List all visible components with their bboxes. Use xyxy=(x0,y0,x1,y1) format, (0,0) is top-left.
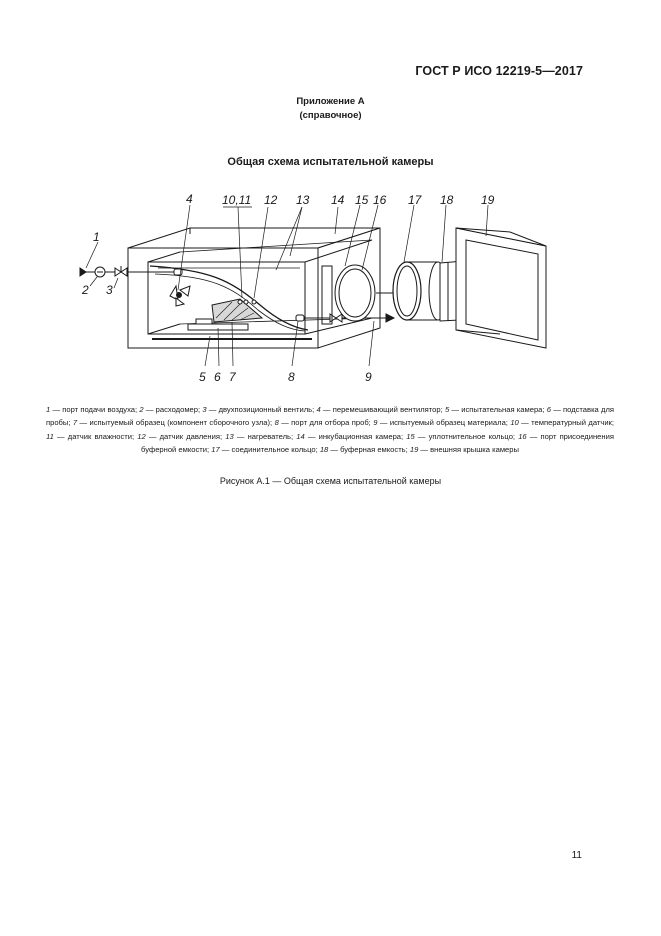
callout-4: 4 xyxy=(186,192,193,206)
legend-number: 10 xyxy=(510,418,519,428)
legend-number: 7 xyxy=(72,418,78,428)
callout-8: 8 xyxy=(288,370,295,384)
callout-5: 5 xyxy=(199,370,206,384)
legend-number: 6 xyxy=(546,405,551,414)
callout-14: 14 xyxy=(331,193,345,207)
legend-text: — перемешивающий вентилятор; xyxy=(320,405,445,414)
legend-entry xyxy=(225,432,296,441)
callout-9: 9 xyxy=(365,370,372,384)
legend-entry xyxy=(406,432,518,441)
legend-entry xyxy=(510,418,614,427)
legend-text: — датчик давления; xyxy=(145,431,226,441)
legend-text: — порт для отбора проб; xyxy=(278,418,374,428)
legend-entry xyxy=(275,418,374,427)
legend-number: 5 xyxy=(444,405,450,414)
legend-text: — датчик влажности; xyxy=(53,431,138,441)
legend-text: — температурный датчик; xyxy=(518,418,614,428)
callout-16: 16 xyxy=(373,193,387,207)
legend-number: 8 xyxy=(274,418,279,428)
legend-number: 17 xyxy=(211,445,220,455)
legend-entry xyxy=(445,405,547,414)
legend-number: 11 xyxy=(46,431,54,441)
legend-text: — испытуемый образец материала; xyxy=(377,418,511,428)
callout-7: 7 xyxy=(229,370,236,384)
legend-number: 2 xyxy=(139,405,144,414)
legend-entry xyxy=(296,432,406,441)
legend-text: — инкубационная камера; xyxy=(304,431,407,441)
callout-17: 17 xyxy=(408,193,422,207)
appendix-subtitle: (справочное) xyxy=(299,110,362,121)
legend-number: 13 xyxy=(225,431,234,441)
legend-entry xyxy=(137,432,225,441)
legend-text: — подставка для пробы; xyxy=(46,405,614,428)
legend-text: — испытательная камера; xyxy=(449,405,547,414)
test-chamber-diagram xyxy=(0,180,661,395)
legend-text: — порт присоединения буферной емкости; xyxy=(141,431,614,455)
legend-text: — внешняя крышка камеры xyxy=(418,445,519,455)
legend-entry xyxy=(202,405,316,414)
appendix-title: Приложение А xyxy=(296,96,365,107)
legend-text: — соединительное кольцо; xyxy=(219,445,320,455)
legend-text: — уплотнительное кольцо; xyxy=(414,431,519,441)
sensors xyxy=(238,300,256,304)
legend-entry xyxy=(316,405,444,414)
legend-number: 18 xyxy=(319,445,329,455)
callout-10-11: 10,11 xyxy=(222,193,252,207)
figure-heading: Общая схема испытательной камеры xyxy=(227,156,434,168)
legend-entry xyxy=(410,445,519,454)
legend-number: 14 xyxy=(296,431,305,441)
figure-caption: Рисунок А.1 — Общая схема испытательной камеры xyxy=(219,476,442,486)
legend-entry xyxy=(139,405,202,414)
legend-number: 16 xyxy=(518,431,527,441)
legend-entry xyxy=(211,445,320,454)
legend-text: — расходомер; xyxy=(143,405,203,414)
outer-cover xyxy=(456,228,546,348)
connecting-ring xyxy=(393,262,447,320)
legend-entry xyxy=(373,418,510,427)
legend-entry xyxy=(46,432,137,441)
legend-number: 3 xyxy=(202,405,207,414)
callout-6: 6 xyxy=(214,370,221,384)
legend-text: — двухпозиционный вентиль; xyxy=(206,405,317,414)
legend-number: 1 xyxy=(46,405,51,414)
page-number: 11 xyxy=(571,850,582,861)
callout-18: 18 xyxy=(440,193,454,207)
legend-entry xyxy=(320,445,410,454)
legend-text: — буферная емкость; xyxy=(328,445,410,455)
callout-12: 12 xyxy=(264,193,278,207)
legend-number: 19 xyxy=(409,445,419,455)
legend-entry xyxy=(73,418,275,427)
figure-legend xyxy=(46,403,614,457)
legend-number: 12 xyxy=(137,431,146,441)
legend-text: — порт подачи воздуха; xyxy=(50,405,140,414)
legend-number: 4 xyxy=(316,405,321,414)
callout-3: 3 xyxy=(106,283,113,297)
legend-number: 15 xyxy=(406,431,415,441)
standard-id: ГОСТ Р ИСО 12219-5—2017 xyxy=(415,64,583,78)
legend-text: — нагреватель; xyxy=(233,431,297,441)
callout-19: 19 xyxy=(481,193,495,207)
callout-13: 13 xyxy=(296,193,310,207)
legend-number: 9 xyxy=(373,418,378,428)
callout-15: 15 xyxy=(355,193,369,207)
legend-text: — испытуемый образец (компонент сборочного узла); xyxy=(77,418,275,428)
callout-2: 2 xyxy=(82,283,89,297)
callout-1: 1 xyxy=(93,230,100,244)
legend-entry xyxy=(46,405,139,414)
